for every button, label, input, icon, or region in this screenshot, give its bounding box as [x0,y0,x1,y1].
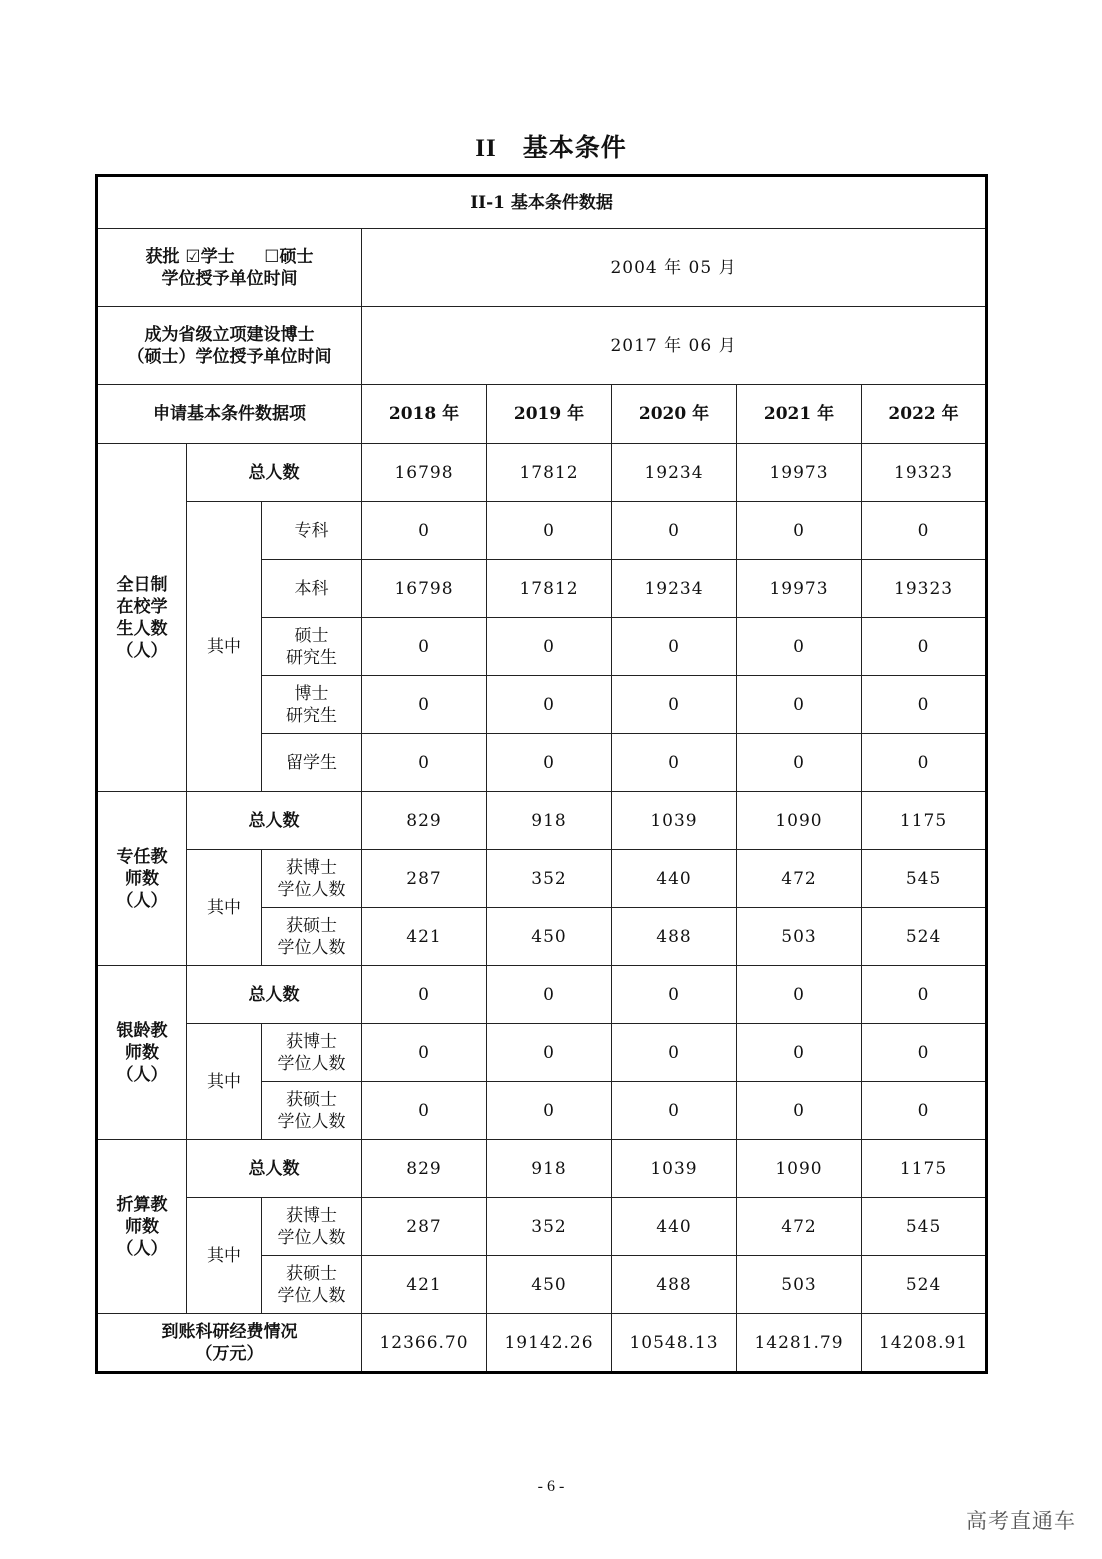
sub-row-label [262,1082,362,1140]
sub-row-label [262,1198,362,1256]
group-label-line: 生人数 [116,618,168,639]
total-value-cell: 1090 [737,1140,862,1198]
group-sub-row [97,850,987,908]
sub-row-label-line1: 博士 [294,683,329,704]
sub-row-label-line2: 学位人数 [277,1053,346,1074]
sub-row-label-line2: 学位人数 [277,1227,346,1248]
value-cell: 524 [862,908,987,966]
value-cell: 287 [362,1198,487,1256]
total-value-cell: 1039 [612,792,737,850]
total-value-cell: 1039 [612,1140,737,1198]
sub-row-label-line1: 获博士 [286,857,337,878]
group-label-line: （人） [116,890,168,911]
total-value-cell: 16798 [362,444,487,502]
total-value-cell: 1175 [862,792,987,850]
total-value-cell: 1090 [737,792,862,850]
value-cell: 0 [737,1082,862,1140]
value-cell: 0 [737,734,862,792]
group-sub-row [97,1198,987,1256]
group-total-row [97,1140,987,1198]
provincial-label [97,307,362,385]
page-number: - 6 - [537,1478,565,1495]
value-cell: 503 [737,1256,862,1314]
sub-row-label-line1: 获硕士 [286,915,337,936]
value-cell: 0 [487,734,612,792]
qizhong-label: 其中 [187,1198,262,1314]
total-value-cell: 0 [862,966,987,1024]
year-header: 2019 年 [487,385,612,444]
group-label-line: 师数 [125,1216,159,1237]
qizhong-label: 其中 [187,1024,262,1140]
sub-row-label-line2: 学位人数 [277,937,346,958]
total-label: 总人数 [187,444,362,502]
basic-conditions-table [95,174,988,1374]
total-value-cell: 0 [612,966,737,1024]
header-item-label: 申请基本条件数据项 [97,385,362,444]
value-cell: 0 [362,1024,487,1082]
value-cell: 0 [737,1024,862,1082]
sub-row-label-line1: 专科 [294,520,329,541]
value-cell: 0 [487,1082,612,1140]
page-title-text: 基本条件 [522,133,627,162]
value-cell: 19234 [612,560,737,618]
funding-label-line1: 到账科研经费情况 [161,1321,298,1342]
year-header-row [97,385,987,444]
sub-row-label-line2: 学位人数 [277,1111,346,1132]
value-cell: 0 [862,676,987,734]
watermark: 高考直通车 [966,1509,1076,1533]
year-header: 2022 年 [862,385,987,444]
value-cell: 0 [362,676,487,734]
value-cell: 0 [737,676,862,734]
group-label-line: （人） [116,1064,168,1085]
approval-date: 2004 年 05 月 [362,229,987,307]
sub-row-label [262,502,362,560]
value-cell: 472 [737,850,862,908]
funding-value-cell: 14208.91 [862,1314,987,1373]
sub-row-label-line1: 获博士 [286,1031,337,1052]
sub-row-label-line1: 获硕士 [286,1089,337,1110]
group-total-row [97,792,987,850]
total-value-cell: 19234 [612,444,737,502]
group-label-line: （人） [116,1238,168,1259]
sub-row-label [262,618,362,676]
group-sub-row [97,502,987,560]
sub-row-label-line2: 学位人数 [277,1285,346,1306]
value-cell: 0 [612,676,737,734]
bachelor-checkbox-checked-icon: ☑ [185,246,201,267]
total-value-cell: 0 [362,966,487,1024]
sub-row-label [262,850,362,908]
sub-row-label [262,1024,362,1082]
group-label-line: 专任教 [116,846,168,867]
provincial-label-line1: 成为省级立项建设博士 [144,324,315,345]
provincial-row [97,307,987,385]
value-cell: 19323 [862,560,987,618]
group-label-line: 全日制 [116,574,168,595]
total-value-cell: 19973 [737,444,862,502]
total-value-cell: 17812 [487,444,612,502]
approval-label [97,229,362,307]
page-title [0,128,1102,164]
sub-row-label-line2: 研究生 [286,647,337,668]
group-label [97,1140,187,1314]
value-cell: 0 [862,1082,987,1140]
funding-value-cell: 14281.79 [737,1314,862,1373]
group-total-row [97,444,987,502]
value-cell: 287 [362,850,487,908]
group-label [97,792,187,966]
provincial-date: 2017 年 06 月 [362,307,987,385]
sub-row-label-line1: 硕士 [294,625,329,646]
sub-row-label-line1: 获硕士 [286,1263,337,1284]
total-value-cell: 829 [362,792,487,850]
value-cell: 421 [362,908,487,966]
approval-label-line2: 学位授予单位时间 [161,268,298,289]
value-cell: 0 [487,676,612,734]
bachelor-label: 学士 [200,246,235,267]
total-value-cell: 1175 [862,1140,987,1198]
value-cell: 19973 [737,560,862,618]
total-label: 总人数 [187,1140,362,1198]
value-cell: 0 [862,1024,987,1082]
value-cell: 0 [362,734,487,792]
value-cell: 0 [362,1082,487,1140]
total-value-cell: 0 [737,966,862,1024]
group-label-line: （人） [116,640,168,661]
value-cell: 0 [612,1082,737,1140]
group-label-line: 师数 [125,1042,159,1063]
total-label: 总人数 [187,966,362,1024]
value-cell: 421 [362,1256,487,1314]
sub-row-label [262,560,362,618]
sub-row-label-line1: 获博士 [286,1205,337,1226]
funding-value-cell: 19142.26 [487,1314,612,1373]
qizhong-label: 其中 [187,502,262,792]
value-cell: 488 [612,1256,737,1314]
group-label-line: 折算教 [116,1194,168,1215]
approval-prefix: 获批 [145,246,180,267]
group-label [97,444,187,792]
value-cell: 488 [612,908,737,966]
value-cell: 0 [612,734,737,792]
group-sub-row [97,1024,987,1082]
group-label-line: 在校学 [116,596,168,617]
value-cell: 545 [862,1198,987,1256]
group-label-line: 银龄教 [116,1020,168,1041]
value-cell: 0 [487,1024,612,1082]
group-total-row [97,966,987,1024]
value-cell: 0 [487,618,612,676]
value-cell: 440 [612,850,737,908]
funding-label [97,1314,362,1373]
value-cell: 472 [737,1198,862,1256]
total-value-cell: 0 [487,966,612,1024]
funding-label-line2: （万元） [195,1343,264,1364]
value-cell: 0 [862,502,987,560]
value-cell: 450 [487,908,612,966]
section-label: II-1 基本条件数据 [97,176,987,229]
approval-row [97,229,987,307]
value-cell: 0 [612,1024,737,1082]
value-cell: 352 [487,850,612,908]
total-value-cell: 918 [487,1140,612,1198]
value-cell: 0 [862,618,987,676]
value-cell: 17812 [487,560,612,618]
total-label: 总人数 [187,792,362,850]
sub-row-label [262,908,362,966]
value-cell: 503 [737,908,862,966]
sub-row-label-line2: 研究生 [286,705,337,726]
value-cell: 0 [487,502,612,560]
provincial-label-line2: （硕士）学位授予单位时间 [127,346,332,367]
value-cell: 0 [362,618,487,676]
year-header: 2020 年 [612,385,737,444]
value-cell: 0 [612,502,737,560]
value-cell: 352 [487,1198,612,1256]
funding-row [97,1314,987,1373]
page-title-roman: II [475,135,497,162]
sub-row-label-line1: 本科 [294,578,329,599]
value-cell: 0 [362,502,487,560]
qizhong-label: 其中 [187,850,262,966]
value-cell: 0 [737,502,862,560]
value-cell: 16798 [362,560,487,618]
sub-row-label [262,734,362,792]
funding-value-cell: 10548.13 [612,1314,737,1373]
group-label [97,966,187,1140]
sub-row-label [262,1256,362,1314]
sub-row-label-line2: 学位人数 [277,879,346,900]
value-cell: 0 [862,734,987,792]
master-checkbox-empty-icon: ☐ [264,246,280,267]
value-cell: 0 [737,618,862,676]
section-header-row [97,176,987,229]
sub-row-label [262,676,362,734]
value-cell: 524 [862,1256,987,1314]
value-cell: 545 [862,850,987,908]
total-value-cell: 19323 [862,444,987,502]
value-cell: 0 [612,618,737,676]
year-header: 2018 年 [362,385,487,444]
total-value-cell: 829 [362,1140,487,1198]
funding-value-cell: 12366.70 [362,1314,487,1373]
year-header: 2021 年 [737,385,862,444]
master-label: 硕士 [279,246,314,267]
sub-row-label-line1: 留学生 [286,752,337,773]
value-cell: 450 [487,1256,612,1314]
value-cell: 440 [612,1198,737,1256]
group-label-line: 师数 [125,868,159,889]
total-value-cell: 918 [487,792,612,850]
